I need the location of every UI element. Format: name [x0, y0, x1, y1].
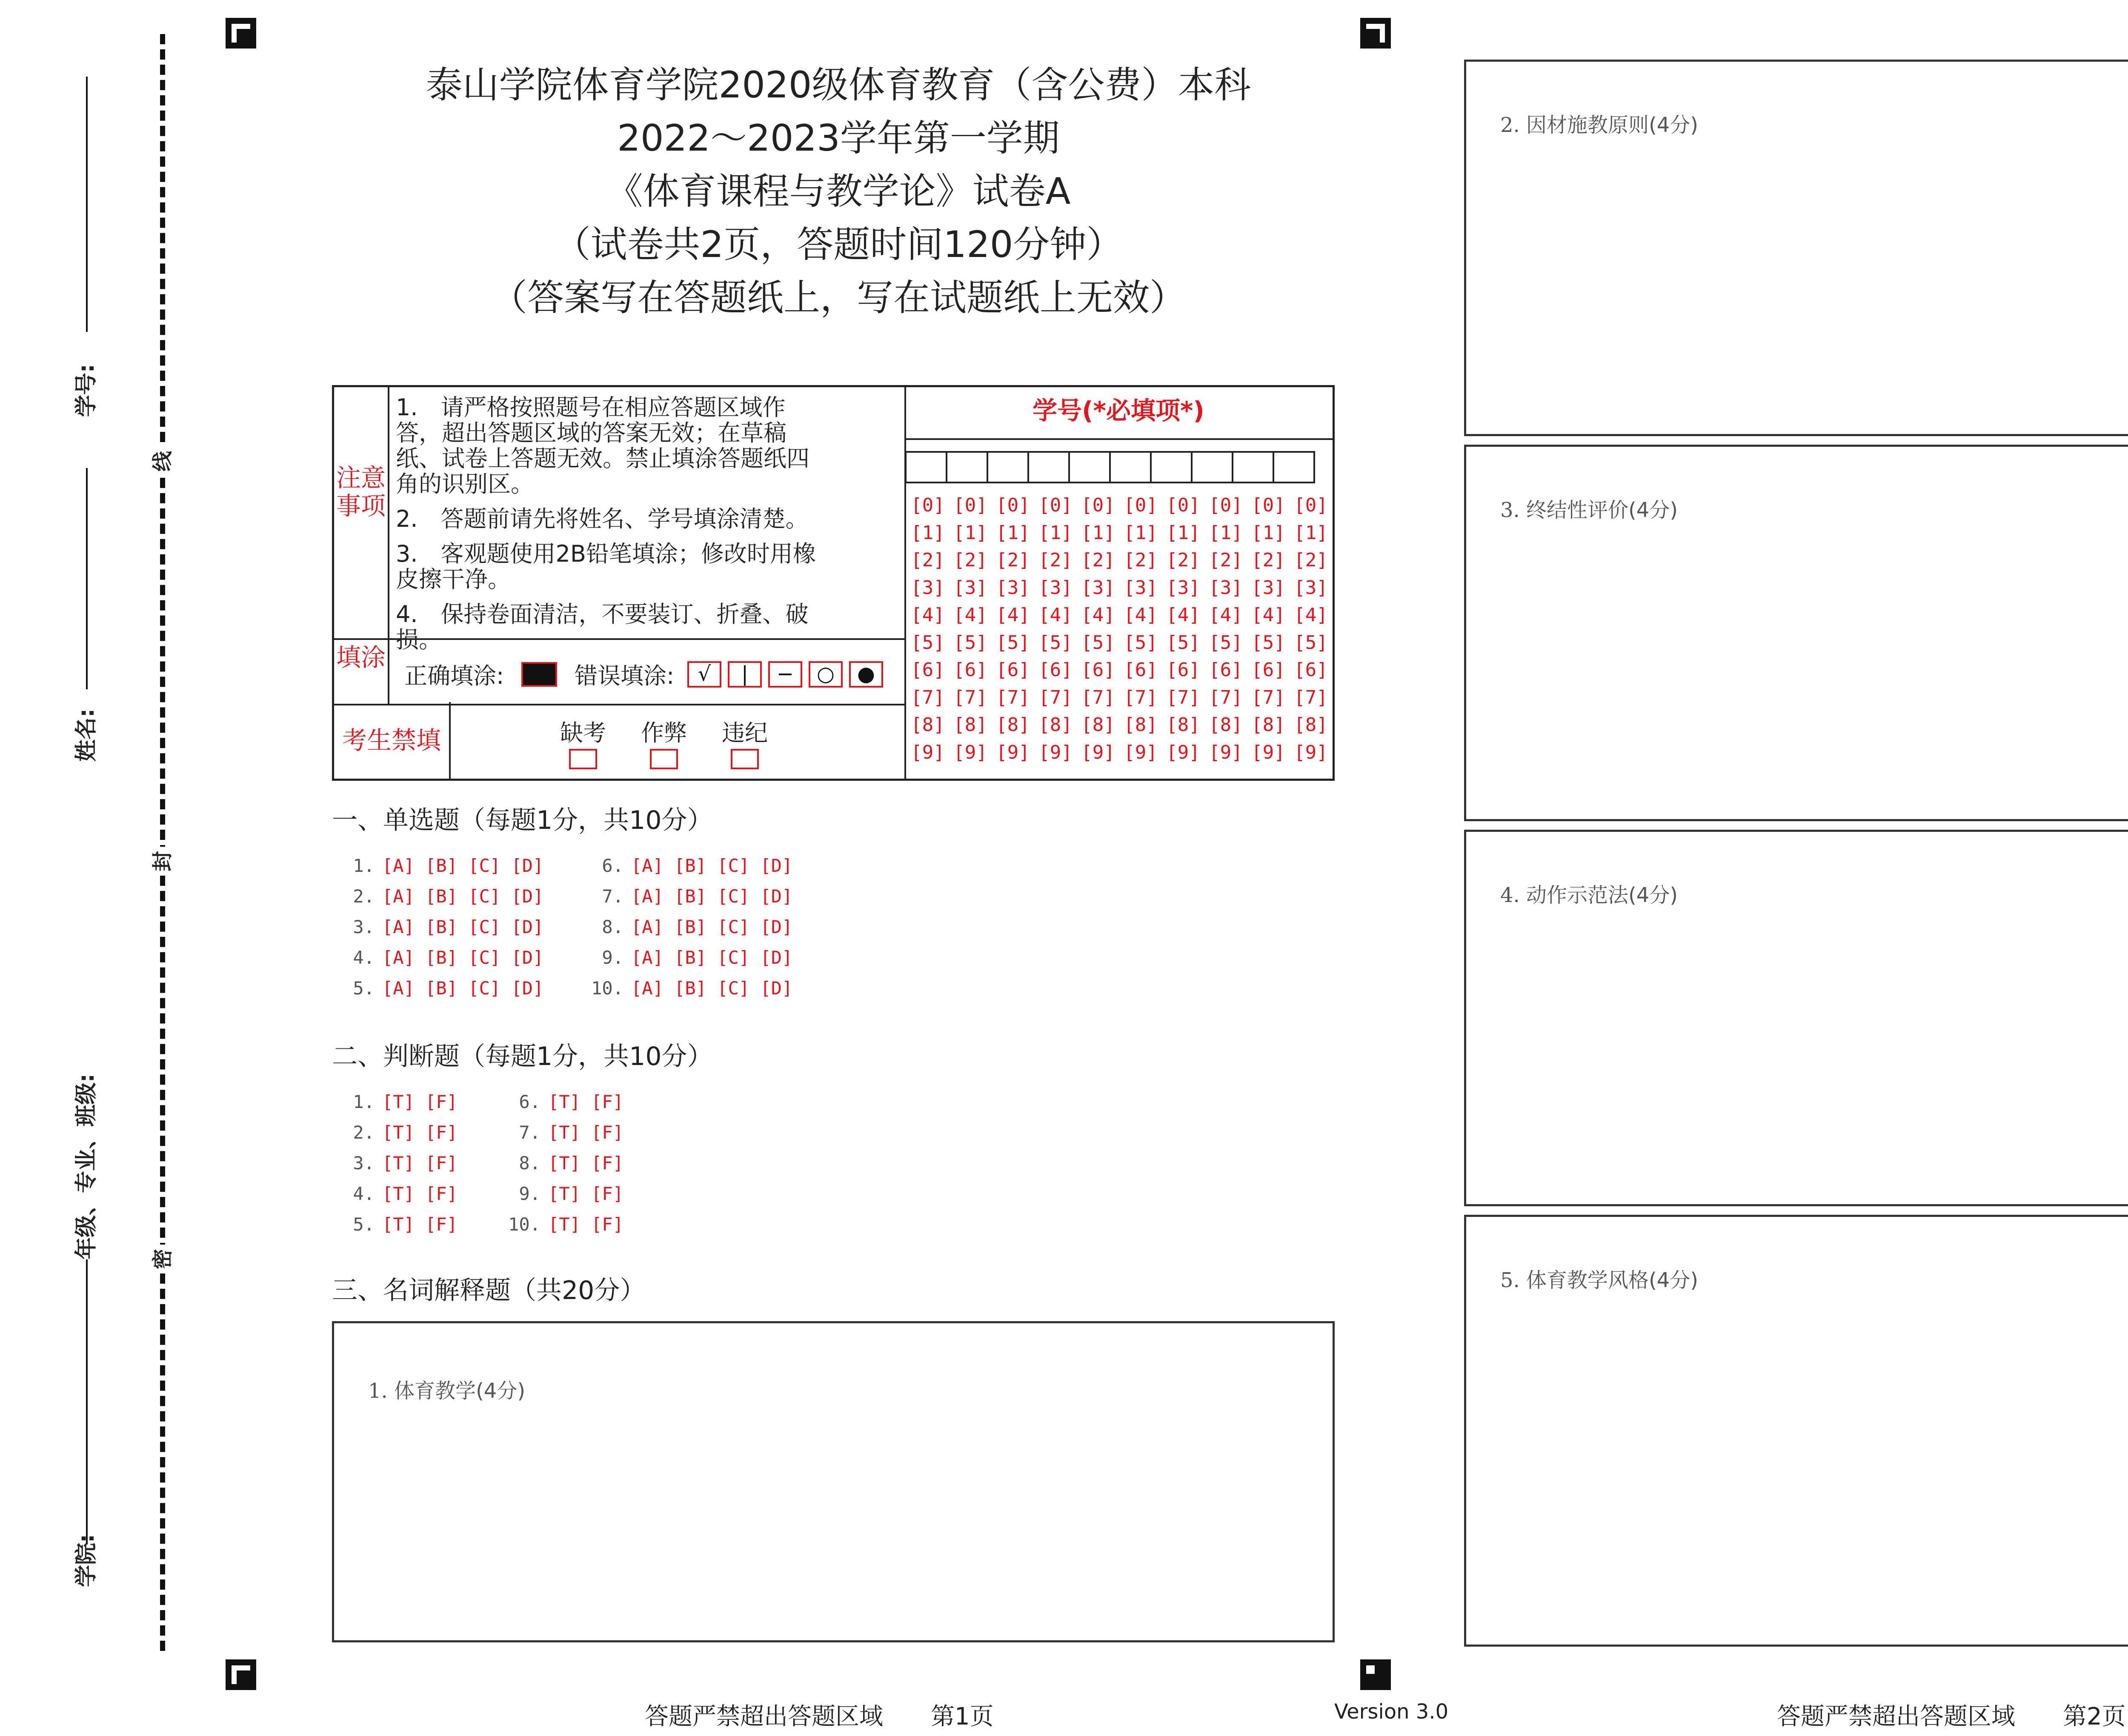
mc-question-number: 9. — [602, 947, 624, 968]
tf-options[interactable]: [T] [F] — [548, 1122, 624, 1143]
student-id-bubble[interactable]: [8] — [1166, 714, 1200, 736]
student-id-bubble[interactable]: [3] — [1251, 577, 1285, 599]
student-id-bubble[interactable]: [5] — [1209, 631, 1243, 654]
student-id-bubble[interactable]: [2] — [953, 549, 987, 571]
tf-question-row[interactable] — [506, 1091, 624, 1112]
student-id-bubble[interactable]: [4] — [1294, 604, 1328, 626]
tf-options[interactable]: [T] [F] — [548, 1214, 624, 1235]
mc-question-number: 8. — [602, 917, 624, 937]
tf-options[interactable]: [T] [F] — [548, 1153, 624, 1174]
answer-label-q3 — [1500, 494, 1678, 523]
seal-char-seal: 封 — [148, 847, 177, 876]
tf-question-number: 9. — [519, 1183, 541, 1204]
mc-question-row[interactable] — [340, 855, 543, 876]
tf-question-row[interactable] — [340, 1091, 458, 1112]
student-id-bubble[interactable]: [2] — [996, 549, 1030, 571]
student-id-bubble[interactable]: [4] — [996, 604, 1030, 626]
corner-marker-bottom-middle — [1360, 1659, 1391, 1690]
student-id-bubble[interactable]: [4] — [1251, 604, 1285, 626]
student-id-bubble[interactable]: [0] — [1166, 494, 1200, 516]
student-id-bubble[interactable]: [6] — [953, 659, 987, 681]
binding-dashed-line — [160, 34, 165, 1651]
answer-box-q1[interactable] — [332, 1321, 1335, 1642]
mc-question-row[interactable] — [589, 978, 792, 999]
section-2-title: 二、判断题（每题1分，共10分） — [332, 1042, 713, 1071]
seal-char-secret: 密 — [148, 1245, 177, 1273]
student-id-bubble[interactable]: [4] — [1038, 604, 1073, 626]
note-item-1: 1. 请严格按照题号在相应答题区域作答，超出答题区域的答案无效；在草稿纸、试卷上答题无效。禁止填涂答题纸四角的识别区。 — [396, 394, 809, 497]
mc-question-number: 4. — [353, 947, 375, 968]
student-id-bubble[interactable]: [9] — [953, 741, 987, 763]
student-id-bubble[interactable]: [1] — [1294, 522, 1328, 544]
tf-question-row[interactable] — [506, 1122, 624, 1143]
tf-question-number: 5. — [353, 1214, 375, 1235]
student-id-bubble[interactable]: [9] — [996, 741, 1030, 763]
note-item-2: 2. 答题前请先将姓名、学号填涂清楚。 — [396, 505, 809, 532]
student-id-label: 学号: — [74, 364, 99, 417]
student-id-bubble[interactable]: [6] — [911, 659, 945, 681]
student-id-bubble[interactable]: [4] — [1209, 604, 1243, 626]
tf-options[interactable]: [T] [F] — [382, 1091, 458, 1112]
forbid-label: 考生禁填 — [334, 702, 451, 779]
answer-box-q5[interactable] — [1464, 1215, 2128, 1647]
student-id-bubble[interactable]: [7] — [1124, 686, 1158, 708]
student-id-bubble[interactable]: [6] — [1166, 659, 1200, 681]
mc-options[interactable]: [A] [B] [C] [D] — [631, 886, 793, 907]
student-id-bubble[interactable]: [8] — [1124, 714, 1158, 736]
student-id-bubble[interactable]: [9] — [1166, 741, 1200, 763]
mc-question-number: 3. — [353, 917, 375, 937]
student-id-bubble[interactable]: [4] — [1124, 604, 1158, 626]
fill-wrong-check-example: √ — [687, 661, 721, 688]
student-id-bubble[interactable]: [2] — [1294, 549, 1328, 571]
student-id-bubble[interactable]: [1] — [996, 522, 1030, 544]
student-id-digit-row — [907, 494, 1332, 522]
student-id-bubble[interactable]: [8] — [1038, 714, 1073, 736]
student-id-bubble[interactable]: [7] — [1038, 686, 1073, 708]
student-id-bubble[interactable]: [6] — [996, 659, 1030, 681]
tf-options[interactable]: [T] [F] — [382, 1183, 458, 1204]
section-1-title: 一、单选题（每题1分，共10分） — [332, 805, 713, 835]
student-id-cell[interactable] — [1150, 451, 1193, 483]
student-id-bubble[interactable]: [8] — [953, 714, 987, 736]
tf-options[interactable]: [T] [F] — [382, 1153, 458, 1174]
exam-title-line-3: 《体育课程与教学论》试卷A — [606, 170, 1071, 213]
mc-question-number: 5. — [353, 978, 375, 999]
student-id-bubble[interactable]: [1] — [1038, 522, 1073, 544]
student-id-bubble[interactable]: [0] — [1038, 494, 1073, 516]
mc-question-row[interactable] — [589, 855, 792, 876]
mc-options[interactable]: [A] [B] [C] [D] — [631, 978, 793, 999]
notes-label: 注意事项 — [334, 387, 389, 638]
student-id-bubble[interactable]: [6] — [1038, 659, 1073, 681]
student-id-bubble[interactable]: [3] — [1294, 577, 1328, 599]
exam-title-line-1: 泰山学院体育学院2020级体育教育（含公费）本科 — [426, 64, 1251, 106]
fill-wrong-label: 错误填涂: — [575, 662, 675, 689]
fill-label: 填涂 — [334, 640, 389, 704]
tf-options[interactable]: [T] [F] — [548, 1091, 624, 1112]
mc-question-number: 10. — [591, 978, 624, 999]
student-id-digit-row — [907, 522, 1332, 550]
student-id-bubble[interactable]: [3] — [996, 577, 1030, 599]
fill-correct-label: 正确填涂: — [404, 662, 504, 689]
q5-score: (4分) — [1649, 1268, 1699, 1292]
student-id-bubble[interactable]: [8] — [1081, 714, 1115, 736]
student-id-bubble[interactable]: [0] — [1209, 494, 1243, 516]
version-label: Version 3.0 — [1334, 1700, 1449, 1724]
student-id-bubble[interactable]: [5] — [996, 631, 1030, 654]
student-id-bubble[interactable]: [9] — [1209, 741, 1243, 763]
mc-options[interactable]: [A] [B] [C] [D] — [631, 855, 793, 876]
answer-box-q3[interactable] — [1464, 445, 2128, 821]
tf-options[interactable]: [T] [F] — [382, 1214, 458, 1235]
student-id-input-cells[interactable] — [907, 451, 1332, 483]
q4-text: 4. 动作示范法 — [1500, 883, 1629, 907]
student-id-bubble[interactable]: [2] — [1251, 549, 1285, 571]
student-id-bubble[interactable]: [9] — [1251, 741, 1285, 763]
forbid-cheat-box[interactable] — [650, 749, 678, 769]
student-id-bubble[interactable]: [4] — [911, 604, 945, 626]
mc-question-row[interactable] — [340, 917, 543, 937]
student-id-bubble[interactable]: [3] — [1038, 577, 1073, 599]
student-id-bubble[interactable]: [1] — [953, 522, 987, 544]
student-id-digit-row — [907, 604, 1332, 632]
student-id-bubble[interactable]: [6] — [1251, 659, 1285, 681]
mc-options[interactable]: [A] [B] [C] [D] — [382, 917, 544, 937]
student-id-bubble[interactable]: [1] — [1166, 522, 1200, 544]
student-id-bubble[interactable]: [4] — [953, 604, 987, 626]
student-id-cell[interactable] — [905, 451, 947, 483]
tf-question-number: 1. — [353, 1091, 375, 1112]
student-id-digit-row — [907, 577, 1332, 605]
exam-title-line-5: （答案写在答题纸上，写在试题纸上无效） — [491, 277, 1186, 319]
student-id-bubble[interactable]: [6] — [1081, 659, 1115, 681]
student-id-bubble[interactable]: [5] — [1038, 631, 1073, 654]
section-3-title: 三、名词解释题（共20分） — [332, 1276, 646, 1305]
student-id-bubble[interactable]: [2] — [1209, 549, 1243, 571]
fill-wrong-circle-example: ○ — [809, 661, 843, 688]
college-field[interactable] — [64, 1425, 102, 1587]
mc-question-row[interactable] — [589, 886, 792, 907]
mc-options[interactable]: [A] [B] [C] [D] — [631, 917, 793, 937]
mc-options[interactable]: [A] [B] [C] [D] — [382, 947, 544, 968]
answer-box-q2[interactable] — [1464, 60, 2128, 436]
tf-question-row[interactable] — [340, 1122, 458, 1143]
q2-score: (4分) — [1649, 113, 1699, 137]
exam-title-line-4: （试卷共2页，答题时间120分钟） — [554, 223, 1123, 266]
info-left-column — [334, 387, 906, 779]
student-id-title: 学号(*必填项*) — [904, 387, 1333, 440]
tf-options[interactable]: [T] [F] — [548, 1183, 624, 1204]
fill-wrong-dot-example: ● — [849, 661, 883, 688]
student-id-cell[interactable] — [987, 451, 1029, 483]
answer-label-q1 — [368, 1374, 525, 1404]
student-id-bubble[interactable]: [2] — [1081, 549, 1115, 571]
tf-question-number: 8. — [519, 1153, 541, 1174]
student-name-label: 姓名: — [74, 708, 99, 762]
mc-question-number: 1. — [353, 855, 375, 876]
student-id-bubble[interactable]: [7] — [1166, 686, 1200, 708]
answer-box-q4[interactable] — [1464, 830, 2128, 1206]
mc-question-row[interactable] — [340, 886, 543, 907]
forbid-absent-label: 缺考 — [560, 720, 606, 746]
student-id-bubble[interactable]: [3] — [1124, 577, 1158, 599]
tf-question-number: 4. — [353, 1183, 375, 1204]
student-id-bubble[interactable]: [0] — [1124, 494, 1158, 516]
student-id-bubble[interactable]: [9] — [1081, 741, 1115, 763]
student-id-digit-row — [907, 714, 1332, 742]
fill-wrong-dash-example: − — [768, 661, 802, 688]
student-id-bubble[interactable]: [1] — [1209, 522, 1243, 544]
student-id-bubble[interactable]: [3] — [1209, 577, 1243, 599]
student-id-bubble[interactable]: [7] — [1294, 686, 1328, 708]
fill-correct-example — [521, 662, 557, 687]
student-id-bubble[interactable]: [0] — [1081, 494, 1115, 516]
student-id-bubble[interactable]: [7] — [911, 686, 945, 708]
q4-score: (4分) — [1628, 883, 1678, 907]
mc-options[interactable]: [A] [B] [C] [D] — [382, 978, 544, 999]
student-id-cell[interactable] — [1027, 451, 1070, 483]
forbid-discipline-label: 违纪 — [722, 720, 768, 746]
student-id-bubble[interactable]: [7] — [996, 686, 1030, 708]
student-id-bubble[interactable]: [0] — [953, 494, 987, 516]
student-id-bubble[interactable]: [1] — [1251, 522, 1285, 544]
student-id-bubble[interactable]: [7] — [1209, 686, 1243, 708]
student-id-bubble[interactable]: [1] — [1124, 522, 1158, 544]
student-id-bubble[interactable]: [4] — [1081, 604, 1115, 626]
mc-options[interactable]: [A] [B] [C] [D] — [382, 886, 544, 907]
student-id-bubble[interactable]: [1] — [911, 522, 945, 544]
corner-marker-top-left — [226, 18, 256, 49]
student-id-bubble[interactable]: [8] — [911, 714, 945, 736]
student-id-field[interactable] — [64, 77, 102, 425]
mc-question-number: 2. — [353, 886, 375, 907]
mc-question-row[interactable] — [589, 917, 792, 937]
student-id-cell[interactable] — [1068, 451, 1111, 483]
student-id-bubble[interactable]: [5] — [1081, 631, 1115, 654]
student-id-bubble[interactable]: [7] — [1251, 686, 1285, 708]
student-id-bubble[interactable]: [4] — [1166, 604, 1200, 626]
student-id-bubble[interactable]: [7] — [953, 686, 987, 708]
student-id-bubble[interactable]: [8] — [1251, 714, 1285, 736]
student-id-bubble[interactable]: [2] — [911, 549, 945, 571]
tf-question-number: 7. — [519, 1122, 541, 1143]
student-id-bubble[interactable]: [5] — [1251, 631, 1285, 654]
mc-question-row[interactable] — [340, 978, 543, 999]
notes-list — [396, 395, 821, 662]
q1-score: (4分) — [476, 1379, 526, 1403]
forbid-cheat-label: 作弊 — [641, 720, 687, 746]
student-id-bubble[interactable]: [0] — [1294, 494, 1328, 516]
student-id-bubble[interactable]: [2] — [1124, 549, 1158, 571]
student-id-bubble[interactable]: [8] — [1294, 714, 1328, 736]
student-id-bubble[interactable]: [5] — [911, 631, 945, 654]
note-item-3: 3. 客观题使用2B铅笔填涂；修改时用橡皮擦干净。 — [396, 540, 816, 593]
answer-label-q5 — [1500, 1264, 1698, 1293]
footer-page-2: 答题严禁超出答题区域 第2页 — [1777, 1703, 2126, 1730]
tf-question-row[interactable] — [340, 1153, 458, 1174]
student-id-bubble[interactable]: [1] — [1081, 522, 1115, 544]
student-id-cell[interactable] — [1232, 451, 1274, 483]
student-id-digit-row — [907, 742, 1332, 769]
student-id-bubble[interactable]: [9] — [911, 741, 945, 763]
mc-options[interactable]: [A] [B] [C] [D] — [631, 947, 793, 968]
answer-label-q4 — [1500, 879, 1678, 908]
student-id-cell[interactable] — [946, 451, 988, 483]
student-id-cell[interactable] — [1191, 451, 1233, 483]
fill-wrong-bar-example: | — [728, 661, 762, 688]
tf-question-row[interactable] — [506, 1183, 624, 1204]
q3-text: 3. 终结性评价 — [1500, 498, 1629, 522]
tf-question-row[interactable] — [340, 1214, 458, 1235]
student-id-bubble[interactable]: [0] — [996, 494, 1030, 516]
student-id-bubble[interactable]: [5] — [1294, 631, 1328, 654]
mc-question-number: 6. — [602, 855, 624, 876]
student-id-digit-row — [907, 687, 1332, 714]
student-id-bubble[interactable]: [8] — [996, 714, 1030, 736]
student-id-bubble[interactable]: [5] — [1166, 631, 1200, 654]
exam-title-line-2: 2022～2023学年第一学期 — [617, 117, 1060, 160]
forbid-discipline-box[interactable] — [731, 749, 759, 769]
student-id-bubble[interactable]: [2] — [1038, 549, 1073, 571]
footer-page-1: 答题严禁超出答题区域 第1页 — [645, 1703, 994, 1730]
note-item-4: 4. 保持卷面清洁，不要装订、折叠、破损。 — [396, 601, 809, 653]
corner-marker-bottom-left — [226, 1659, 256, 1690]
student-id-bubble[interactable]: [0] — [1251, 494, 1285, 516]
tf-question-row[interactable] — [506, 1153, 624, 1174]
q3-score: (4分) — [1628, 498, 1678, 522]
student-id-bubble[interactable]: [5] — [1124, 631, 1158, 654]
student-id-bubble[interactable]: [3] — [1081, 577, 1115, 599]
student-id-bubble[interactable]: [8] — [1209, 714, 1243, 736]
tf-question-number: 3. — [353, 1153, 375, 1174]
student-id-digit-row — [907, 632, 1332, 660]
student-id-bubble[interactable]: [7] — [1081, 686, 1115, 708]
student-id-cell[interactable] — [1273, 451, 1315, 483]
student-id-bubble-grid[interactable] — [907, 494, 1332, 769]
student-id-bubble[interactable]: [2] — [1166, 549, 1200, 571]
seal-char-line: 线 — [148, 447, 177, 476]
q5-text: 5. 体育教学风格 — [1500, 1268, 1649, 1292]
student-name-field[interactable] — [64, 468, 102, 766]
college-label: 学院: — [74, 1534, 99, 1587]
student-id-bubble[interactable]: [3] — [953, 577, 987, 599]
student-id-bubble[interactable]: [9] — [1294, 741, 1328, 763]
mc-question-number: 7. — [602, 886, 624, 907]
forbid-absent-box[interactable] — [569, 749, 597, 769]
student-id-bubble[interactable]: [6] — [1209, 659, 1243, 681]
student-id-digit-row — [907, 659, 1332, 687]
student-id-bubble[interactable]: [9] — [1124, 741, 1158, 763]
q2-text: 2. 因材施教原则 — [1500, 113, 1649, 137]
student-id-cell[interactable] — [1109, 451, 1152, 483]
tf-question-row[interactable] — [506, 1214, 624, 1235]
class-label: 年级、专业、班级: — [74, 1074, 99, 1259]
fill-example-row — [334, 638, 904, 705]
student-id-bubble[interactable]: [9] — [1038, 741, 1073, 763]
student-id-digit-row — [907, 549, 1332, 577]
student-id-bubble[interactable]: [6] — [1294, 659, 1328, 681]
tf-options[interactable]: [T] [F] — [382, 1122, 458, 1143]
student-id-bubble[interactable]: [3] — [1166, 577, 1200, 599]
mc-options[interactable]: [A] [B] [C] [D] — [382, 855, 544, 876]
mc-question-row[interactable] — [340, 947, 543, 968]
tf-question-row[interactable] — [340, 1183, 458, 1204]
student-id-bubble[interactable]: [0] — [911, 494, 945, 516]
student-id-bubble[interactable]: [5] — [953, 631, 987, 654]
info-box — [332, 385, 1335, 781]
tf-question-number: 10. — [508, 1214, 541, 1235]
mc-question-row[interactable] — [589, 947, 792, 968]
corner-marker-top-middle — [1360, 18, 1391, 49]
tf-question-number: 2. — [353, 1122, 375, 1143]
answer-label-q2 — [1500, 108, 1698, 138]
student-id-bubble[interactable]: [3] — [911, 577, 945, 599]
q1-text: 1. 体育教学 — [368, 1379, 476, 1403]
student-id-bubble[interactable]: [6] — [1124, 659, 1158, 681]
tf-question-number: 6. — [519, 1091, 541, 1112]
